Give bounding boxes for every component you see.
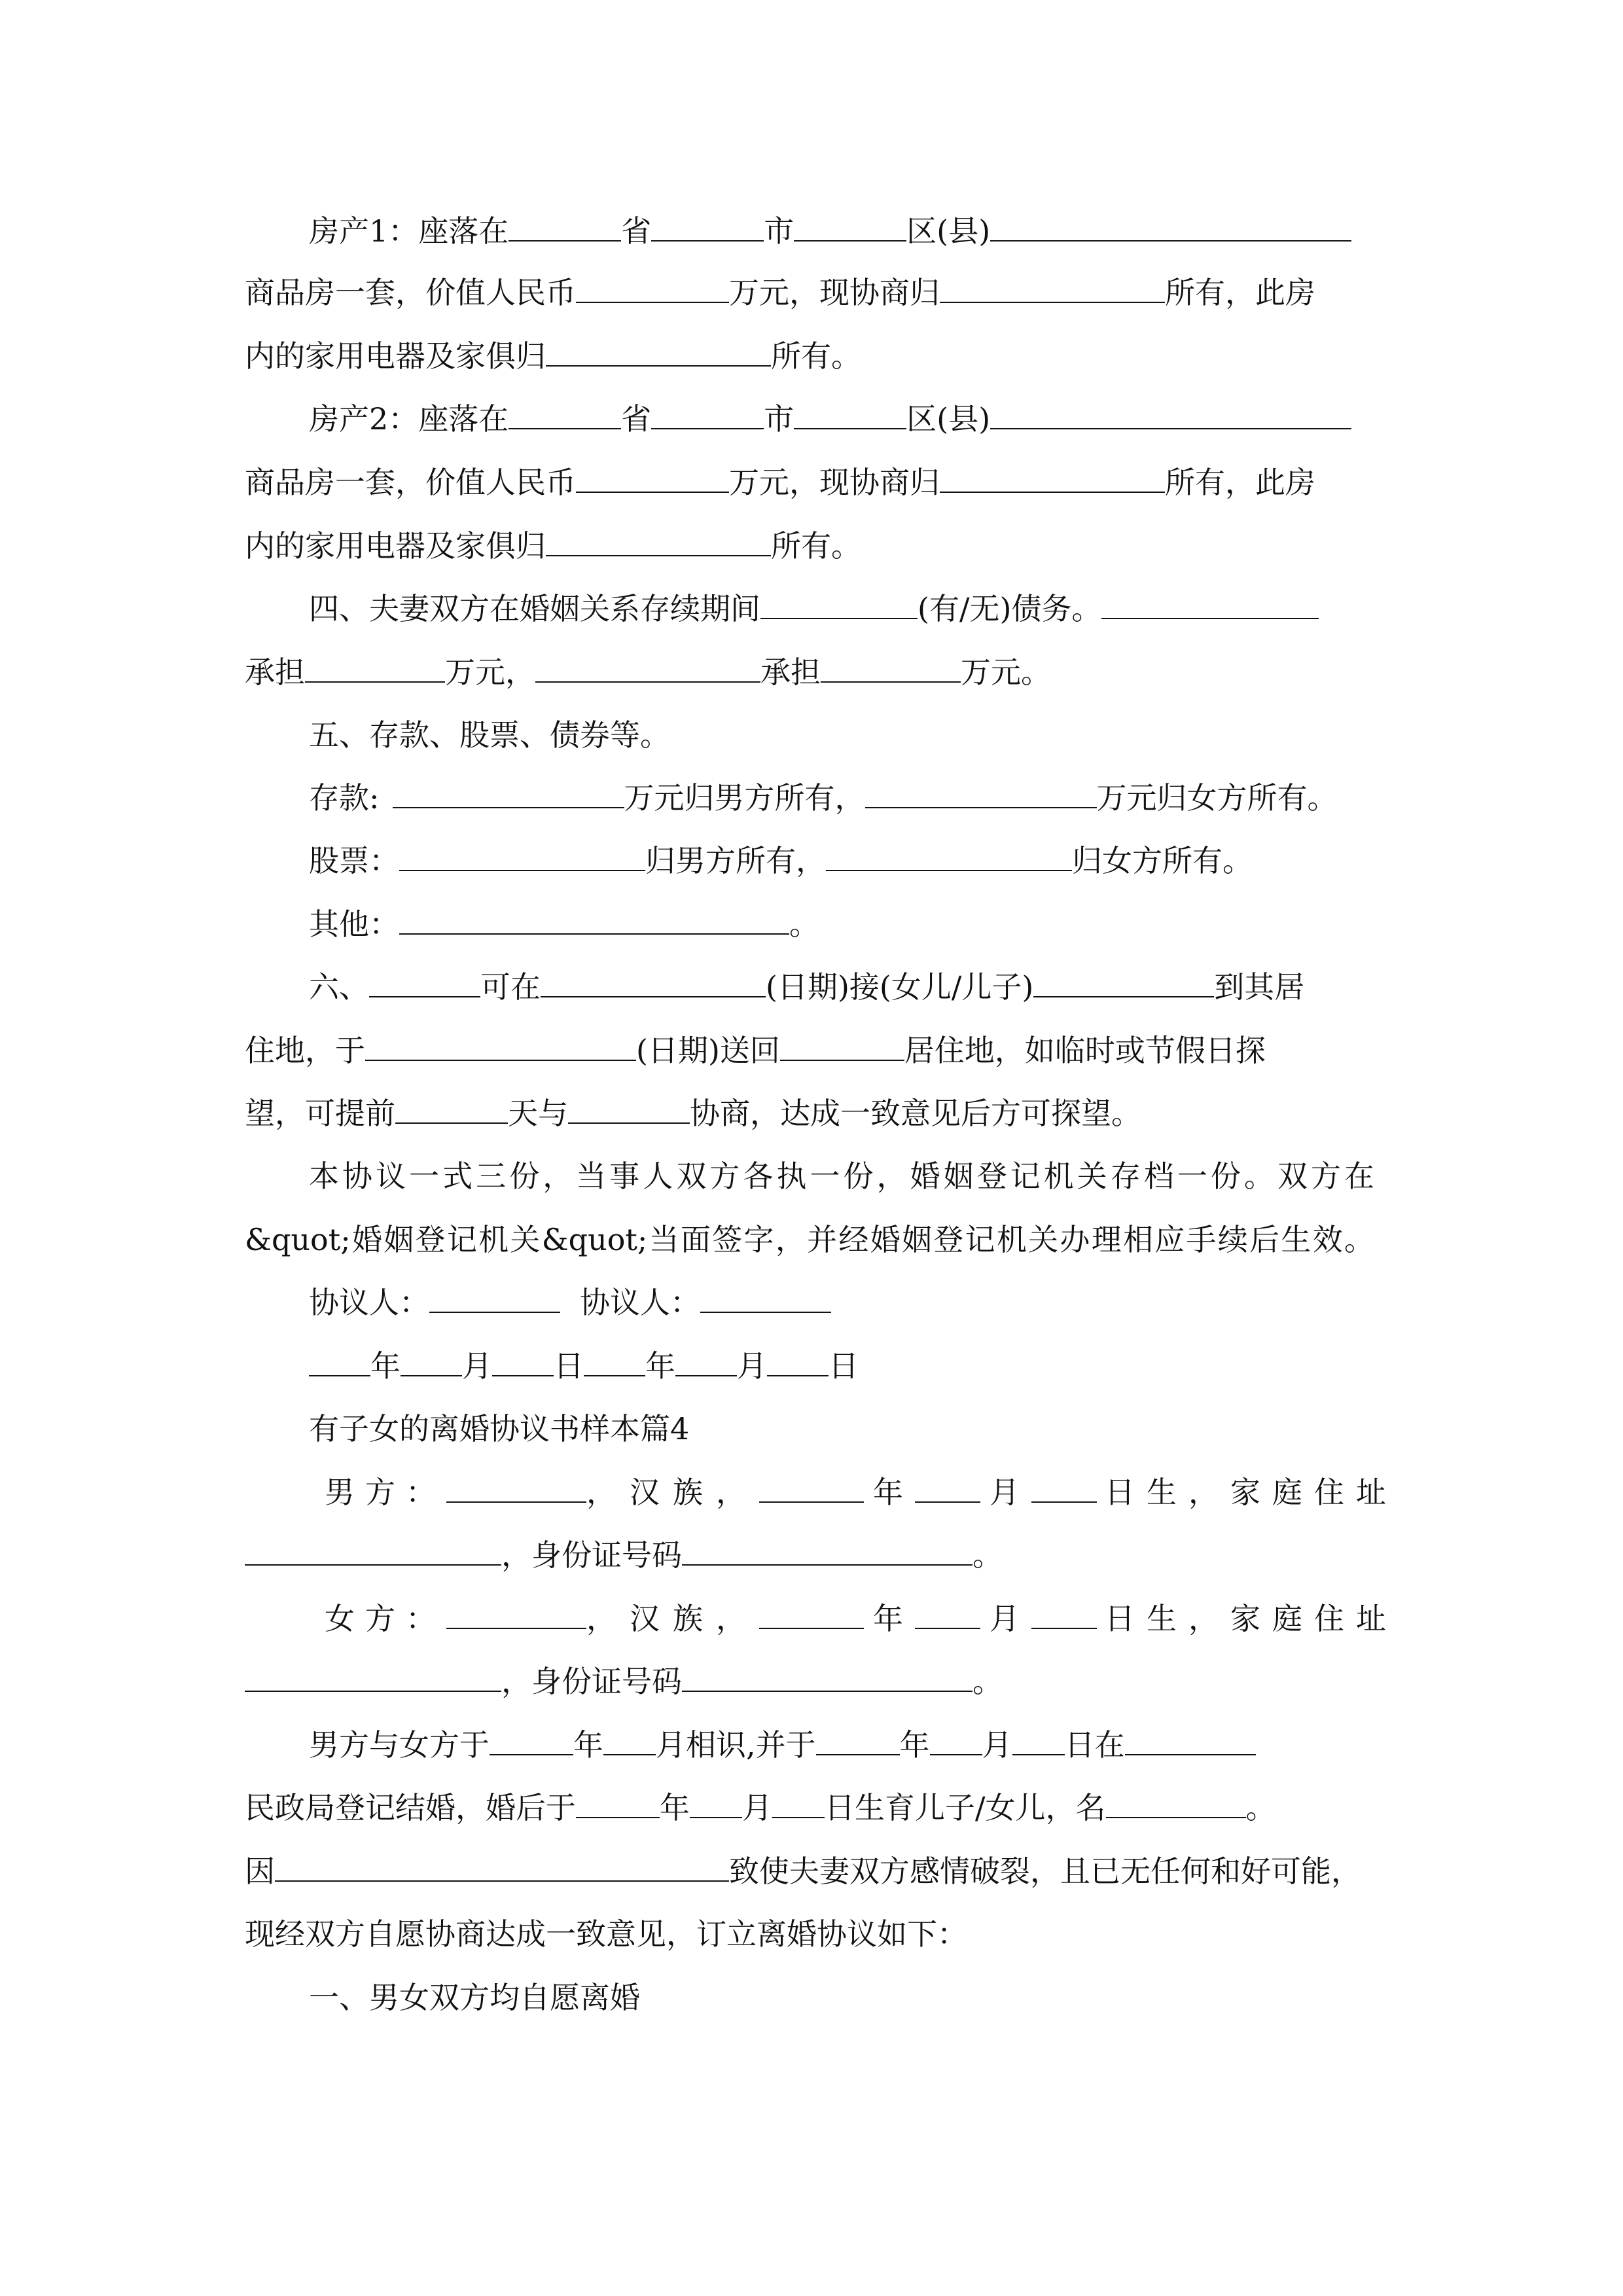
blank-child-name <box>1106 1789 1246 1818</box>
blank-debt-detail <box>1101 590 1319 619</box>
broken-label: 致使夫妻双方感情破裂，且已无任何和好可能， <box>729 1854 1361 1889</box>
province-label: 省 <box>621 213 652 249</box>
blank-province <box>508 401 621 429</box>
wan1-label: 万元， <box>445 655 535 690</box>
registered-label: 民政局登记结婚，婚后于 <box>245 1790 576 1825</box>
date-pick-label: (日期)接(女儿/儿子) <box>766 969 1034 1005</box>
blank-female-address <box>245 1663 501 1692</box>
consult-label: 协商，达成一致意见后方可探望。 <box>690 1096 1141 1131</box>
female-year: 年 <box>873 1601 906 1636</box>
day2-label: 日 <box>829 1348 859 1384</box>
male-born: 日生，家庭住址 <box>1105 1475 1398 1510</box>
days-with-label: 天与 <box>508 1096 568 1131</box>
wan-now-label: 万元，现协商归 <box>729 275 940 310</box>
day1-label: 日 <box>554 1348 584 1384</box>
blank-owner <box>940 274 1165 303</box>
blank-city <box>651 213 764 242</box>
marriage-line1 <box>309 1725 1256 1765</box>
male-month: 月 <box>990 1475 1022 1510</box>
male-ethnic: ，汉族， <box>586 1475 759 1510</box>
child-year-label: 年 <box>660 1790 690 1825</box>
blank-met-month <box>603 1727 656 1755</box>
can-at-label: 可在 <box>480 969 541 1005</box>
blank-district <box>794 401 906 429</box>
blank-wed-month <box>930 1727 982 1755</box>
marriage-end: 。 <box>1245 1790 1276 1825</box>
property2-label: 房产2：座落在 <box>309 401 509 437</box>
other-end: 。 <box>789 906 819 942</box>
owned-label: 所有。 <box>771 338 861 374</box>
blank-deposit-male <box>393 780 624 808</box>
female-id-label: ，身份证号码 <box>501 1664 682 1699</box>
blank-female-id <box>682 1663 972 1692</box>
blank-child <box>1033 969 1214 997</box>
owned-this-label: 所有，此房 <box>1165 275 1315 310</box>
blank-city <box>651 401 764 429</box>
deposit-male-label: 万元归男方所有， <box>624 780 865 816</box>
male-id-label: ，身份证号码 <box>501 1537 682 1573</box>
deposit-female-label: 万元归女方所有。 <box>1096 780 1338 816</box>
blank-appliance-owner <box>546 338 771 367</box>
female-label: 女方： <box>325 1601 446 1636</box>
met-year-label: 年 <box>573 1727 603 1763</box>
blank-day2 <box>767 1348 829 1376</box>
visitation-line3 <box>245 1094 1141 1133</box>
property2-line1 <box>309 399 1351 439</box>
blank-male-day <box>1031 1474 1097 1503</box>
agreement-line1: 本协议一式三份，当事人双方各执一份，婚姻登记机关存档一份。双方在 <box>309 1158 1374 1194</box>
appliances-label: 内的家用电器及家俱归 <box>245 338 546 374</box>
blank-month2 <box>675 1348 737 1376</box>
blank-amount2 <box>821 654 961 683</box>
stock-male-label: 归男方所有， <box>645 843 826 878</box>
blank-year1 <box>309 1348 370 1376</box>
six-label: 六、 <box>309 969 369 1005</box>
deposit-line <box>309 778 1338 817</box>
born-child-label: 日生育儿子/女儿，名 <box>825 1790 1106 1825</box>
wed-month-label: 月 <box>982 1727 1012 1763</box>
blank-stock-female <box>826 842 1072 871</box>
party2-label: 协议人： <box>580 1285 700 1320</box>
blank-child-month <box>690 1789 742 1818</box>
blank-party2-sign <box>700 1284 831 1313</box>
debt-line1 <box>309 589 1319 628</box>
blank-parent <box>369 969 480 997</box>
owned-this-label: 所有，此房 <box>1165 465 1315 500</box>
stock-line <box>309 841 1253 880</box>
blank-debt-status <box>760 590 918 619</box>
month2-label: 月 <box>737 1348 767 1384</box>
wan-now-label: 万元，现协商归 <box>729 465 940 500</box>
property1-line3 <box>245 336 861 376</box>
blank-met-year <box>490 1727 573 1755</box>
property1-line1 <box>309 211 1351 251</box>
blank-wed-day <box>1012 1727 1065 1755</box>
blank-male-id <box>682 1537 972 1566</box>
appliances-label: 内的家用电器及家俱归 <box>245 528 546 564</box>
blank-amount1 <box>305 654 445 683</box>
signature-line <box>309 1283 831 1322</box>
property2-line2 <box>245 463 1315 502</box>
female-line1 <box>309 1599 1398 1638</box>
blank-stock-male <box>399 842 645 871</box>
savings-heading: 五、存款、股票、债券等。 <box>309 717 670 753</box>
blank-child-year <box>576 1789 660 1818</box>
property1-line2 <box>245 273 1315 312</box>
district-label: 区(县) <box>906 401 991 437</box>
because-label: 因 <box>245 1854 275 1889</box>
marriage-line4: 现经双方自愿协商达成一致意见，订立离婚协议如下： <box>245 1916 967 1952</box>
stock-label: 股票： <box>309 843 399 878</box>
marriage-line3 <box>245 1852 1361 1891</box>
blank-female-name <box>446 1600 586 1629</box>
blank-district <box>794 213 906 242</box>
wan2-label: 万元。 <box>961 655 1051 690</box>
debt-intro: 四、夫妻双方在婚姻关系存续期间 <box>309 591 760 626</box>
debt-line2 <box>245 653 1051 692</box>
male-end: 。 <box>972 1537 1003 1573</box>
home-at-label: 住地，于 <box>245 1033 365 1068</box>
wed-year-label: 年 <box>899 1727 930 1763</box>
date-return-label: (日期)送回 <box>636 1033 780 1068</box>
blank-consult-party <box>568 1095 690 1124</box>
stock-female-label: 归女方所有。 <box>1072 843 1253 878</box>
male-line2 <box>245 1535 1003 1575</box>
city-label: 市 <box>764 213 794 249</box>
bear2-label: 承担 <box>760 655 821 690</box>
blank-male-name <box>446 1474 586 1503</box>
blank-year2 <box>584 1348 645 1376</box>
blank-child-day <box>772 1789 825 1818</box>
blank-female-day <box>1031 1600 1097 1629</box>
district-label: 区(县) <box>906 213 991 249</box>
blank-address <box>990 213 1351 242</box>
city-label: 市 <box>764 401 794 437</box>
property2-line3 <box>245 526 861 565</box>
blank-return-date <box>365 1032 636 1061</box>
blank-male-address <box>245 1537 501 1566</box>
blank-wed-year <box>816 1727 900 1755</box>
visitation-line1 <box>309 967 1304 1007</box>
bear1-label: 承担 <box>245 655 305 690</box>
visitation-line2 <box>245 1031 1266 1070</box>
agreement-line2: &quot;婚姻登记机关&quot;当面签字，并经婚姻登记机关办理相应手续后生效。 <box>245 1222 1374 1257</box>
child-month-label: 月 <box>742 1790 772 1825</box>
property1-label: 房产1：座落在 <box>309 213 509 249</box>
blank-male-year <box>759 1474 864 1503</box>
advance-label: 望，可提前 <box>245 1096 395 1131</box>
other-label: 其他： <box>309 906 399 942</box>
met-month-label: 月相识,并于 <box>656 1727 816 1763</box>
blank-party2 <box>535 654 760 683</box>
blank-female-year <box>759 1600 864 1629</box>
year2-label: 年 <box>645 1348 675 1384</box>
blank-province <box>508 213 621 242</box>
section4-title: 有子女的离婚协议书样本篇4 <box>309 1411 690 1446</box>
party1-label: 协议人： <box>309 1285 429 1320</box>
blank-day1 <box>492 1348 554 1376</box>
blank-value <box>576 274 729 303</box>
blank-owner <box>940 464 1165 493</box>
province-label: 省 <box>621 401 652 437</box>
female-month: 月 <box>990 1601 1022 1636</box>
blank-value <box>576 464 729 493</box>
blank-return-to <box>780 1032 904 1061</box>
blank-male-month <box>915 1474 980 1503</box>
female-ethnic: ，汉族， <box>586 1601 759 1636</box>
blank-party1 <box>429 1284 560 1313</box>
male-label: 男方： <box>325 1475 446 1510</box>
blank-reason <box>275 1853 729 1882</box>
blank-days <box>395 1095 508 1124</box>
female-born: 日生，家庭住址 <box>1105 1601 1398 1636</box>
blank-female-month <box>915 1600 980 1629</box>
met-label: 男方与女方于 <box>309 1727 490 1763</box>
male-year: 年 <box>873 1475 906 1510</box>
female-line2 <box>245 1662 1003 1701</box>
house-value-label: 商品房一套，价值人民币 <box>245 275 576 310</box>
month1-label: 月 <box>462 1348 492 1384</box>
owned-label: 所有。 <box>771 528 861 564</box>
blank-address <box>990 401 1351 429</box>
blank-bureau <box>1125 1727 1256 1755</box>
to-home-label: 到其居 <box>1214 969 1305 1005</box>
house-value-label: 商品房一套，价值人民币 <box>245 465 576 500</box>
female-end: 。 <box>972 1664 1003 1699</box>
blank-month1 <box>401 1348 462 1376</box>
blank-pick-date <box>541 969 766 997</box>
date-line <box>309 1346 859 1386</box>
clause1-line: 一、男女双方均自愿离婚 <box>309 1980 640 2015</box>
residence-label: 居住地，如临时或节假日探 <box>904 1033 1266 1068</box>
marriage-line2 <box>245 1788 1276 1827</box>
year1-label: 年 <box>370 1348 401 1384</box>
debt-has-none: (有/无)债务。 <box>918 591 1102 626</box>
male-line1 <box>309 1473 1398 1512</box>
blank-appliance-owner <box>546 528 771 556</box>
blank-other <box>399 906 789 935</box>
other-line <box>309 905 819 944</box>
day-at-label: 日在 <box>1064 1727 1125 1763</box>
blank-deposit-female <box>865 780 1097 808</box>
deposit-label: 存款: <box>309 780 380 816</box>
